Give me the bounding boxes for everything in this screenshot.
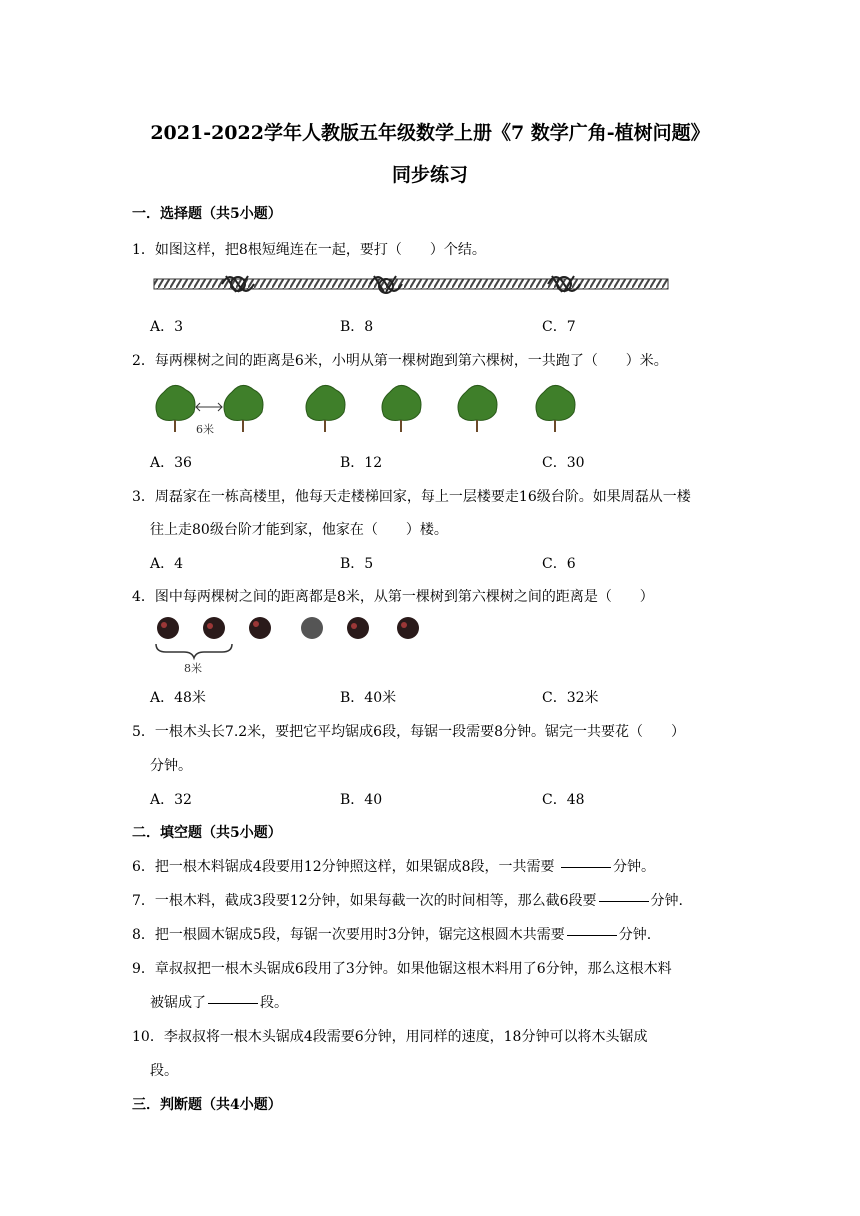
q6-unit: 分钟。	[613, 859, 655, 875]
q2-distance-label: 6米	[196, 423, 214, 436]
tree-icon	[397, 617, 419, 639]
question-7	[132, 890, 683, 910]
q5-option-a: A．32	[150, 792, 192, 808]
q8-unit: 分钟.	[618, 927, 652, 943]
question-10-line2: 段。	[150, 1063, 178, 1079]
q2-option-a: A．36	[150, 455, 192, 471]
q8-text: 8．把一根圆木锯成5段，每锯一次要用时3分钟，锯完这根圆木共需要	[132, 927, 565, 943]
tree-icon	[203, 617, 225, 639]
tree-icon	[306, 385, 345, 420]
trees-image	[150, 380, 590, 438]
question-6	[132, 856, 655, 876]
answer-blank	[599, 900, 649, 902]
tree-icon	[156, 385, 195, 420]
rope-knots-image	[152, 268, 672, 302]
q7-text: 7．一根木料，截成3段要12分钟，如果每截一次的时间相等，那么截6段要	[132, 893, 597, 909]
question-5-line1: 5．一根木头长7.2米，要把它平均锯成6段，每锯一段需要8分钟。锯完一共要花（ ）	[132, 724, 685, 740]
section3-heading: 三．判断题（共4小题）	[132, 1097, 282, 1113]
q2-option-c: C．30	[542, 455, 585, 471]
q5-option-c: C．48	[542, 792, 585, 808]
answer-blank	[567, 934, 617, 936]
tree-icon	[157, 617, 179, 639]
tree-icon	[458, 385, 497, 420]
question-10-line1: 10．李叔叔将一根木头锯成4段需要6分钟，用同样的速度，18分钟可以将木头锯成	[132, 1029, 648, 1045]
tree-icon	[536, 385, 575, 420]
tree-icon	[224, 385, 263, 420]
answer-blank	[208, 1002, 258, 1004]
q6-text: 6．把一根木料锯成4段要用12分钟照这样，如果锯成8段，一共需要	[132, 859, 559, 875]
q4-option-c: C．32米	[542, 690, 599, 706]
q3-option-c: C．6	[542, 556, 576, 572]
q4-option-b: B．40米	[340, 690, 397, 706]
question-2: 2．每两棵树之间的距离是6米，小明从第一棵树跑到第六棵树，一共跑了（ ）米。	[132, 353, 668, 369]
title-line2: 同步练习	[391, 164, 468, 186]
question-9-line2	[150, 992, 288, 1012]
q3-option-b: B．5	[340, 556, 374, 572]
q5-option-b: B．40	[340, 792, 383, 808]
q3-option-a: A．4	[150, 556, 184, 572]
question-5-line2: 分钟。	[150, 758, 192, 774]
q1-option-b: B．8	[340, 319, 374, 335]
question-1: 1．如图这样，把8根短绳连在一起，要打（ ）个结。	[132, 242, 486, 258]
q9-text: 被锯成了	[150, 995, 206, 1011]
brace-icon	[156, 644, 232, 658]
tree-icon	[249, 617, 271, 639]
question-3-line1: 3．周磊家在一栋高楼里，他每天走楼梯回家，每上一层楼要走16级台阶。如果周磊从一楼	[132, 489, 691, 505]
double-arrow-icon	[196, 403, 222, 411]
title-line1: 2021-2022学年人教版五年级数学上册《7 数学广角-植树问题》	[150, 122, 710, 144]
q9-unit: 段。	[260, 995, 288, 1011]
q4-distance-label: 8米	[184, 662, 202, 675]
q7-unit: 分钟.	[650, 893, 683, 909]
question-4: 4．图中每两棵树之间的距离都是8米，从第一棵树到第六棵树之间的距离是（ ）	[132, 589, 654, 605]
question-9-line1: 9．章叔叔把一根木头锯成6段用了3分钟。如果他锯这根木料用了6分钟，那么这根木料	[132, 961, 672, 977]
tree-icon	[347, 617, 369, 639]
q2-option-b: B．12	[340, 455, 383, 471]
q1-option-a: A．3	[150, 319, 184, 335]
q1-option-c: C．7	[542, 319, 576, 335]
q4-option-a: A．48米	[150, 690, 206, 706]
question-8	[132, 924, 651, 944]
answer-blank	[561, 866, 611, 868]
tree-icon	[382, 385, 421, 420]
section2-heading: 二．填空题（共5小题）	[132, 825, 282, 841]
question-3-line2: 往上走80级台阶才能到家，他家在（ ）楼。	[150, 522, 448, 538]
section1-heading: 一．选择题（共5小题）	[132, 206, 282, 222]
tree-icon	[301, 617, 323, 639]
